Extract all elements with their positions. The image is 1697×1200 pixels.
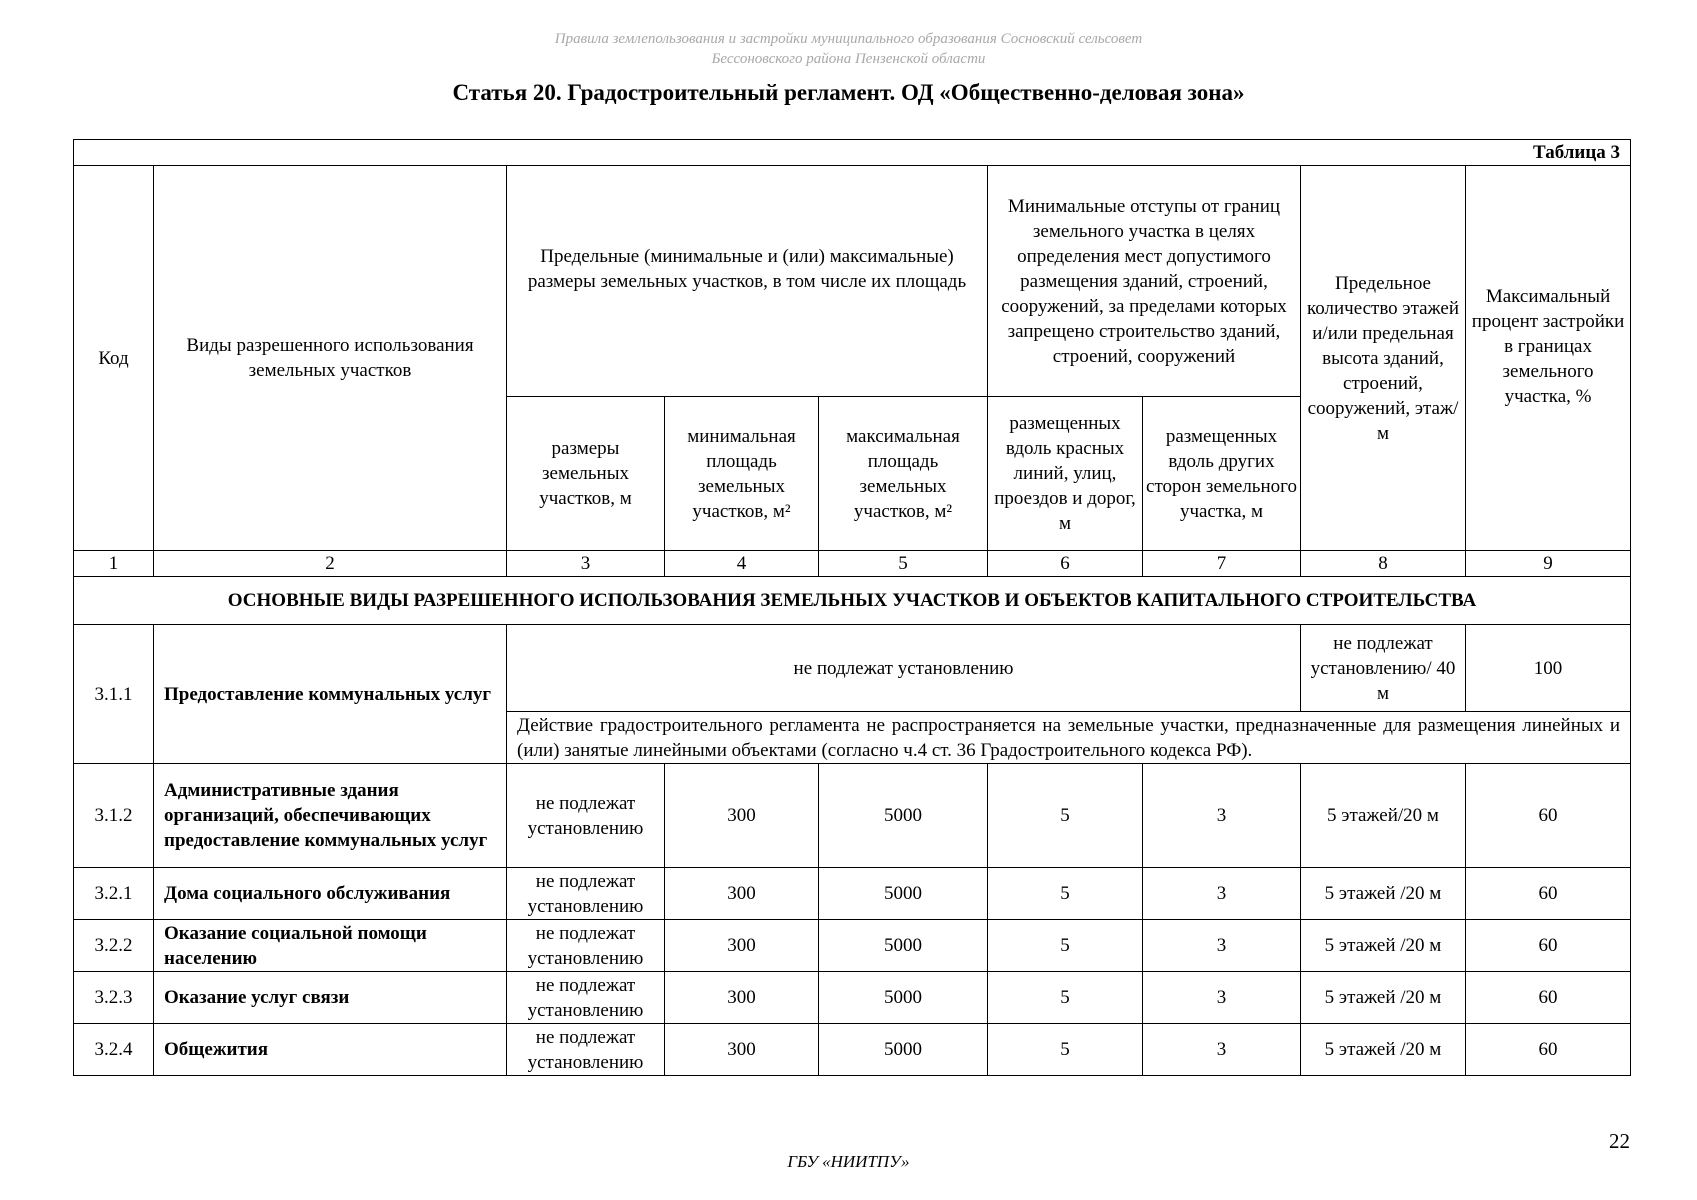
table-row [74,1024,1631,1076]
row-name: Административные здания организаций, обеспечивающих предоставление коммунальных услуг [154,764,507,868]
row-size: не подлежат установлению [507,1024,665,1076]
col-number: 8 [1301,551,1466,577]
header-code: Код [74,166,154,551]
row-code: 3.2.1 [74,868,154,920]
row-min-area: 300 [665,1024,819,1076]
col-number: 7 [1143,551,1301,577]
row-red-lines: 5 [988,868,1143,920]
row-max-area: 5000 [819,1024,988,1076]
row-size: не подлежат установлению [507,868,665,920]
row-red-lines: 5 [988,972,1143,1024]
col-number: 1 [74,551,154,577]
row-note: Действие градостроительного регламента не распространяется на земельные участки, предназначенные для размещения линейных и (или) занятые линейными объектами (согласно ч.4 ст. 36 Градостроительного кодекса РФ). [507,712,1631,764]
row-floors: 5 этажей /20 м [1301,920,1466,972]
page-title: Статья 20. Градостроительный регламент. ОД «Общественно-деловая зона» [452,80,1245,105]
row-other-sides: 3 [1143,1024,1301,1076]
row-size: не подлежат установлению [507,764,665,868]
row-floors: 5 этажей /20 м [1301,1024,1466,1076]
row-floors: 5 этажей/20 м [1301,764,1466,868]
row-max-area: 5000 [819,868,988,920]
row-name: Оказание социальной помощи населению [154,920,507,972]
col-number: 4 [665,551,819,577]
row-other-sides: 3 [1143,868,1301,920]
row-name: Дома социального обслуживания [154,868,507,920]
row-percent: 60 [1466,920,1631,972]
row-limits-merged: не подлежат установлению [507,625,1301,712]
col-number: 6 [988,551,1143,577]
column-numbers-row [74,551,1631,577]
row-max-area: 5000 [819,972,988,1024]
row-red-lines: 5 [988,1024,1143,1076]
footer-organization: ГБУ «НИИТПУ» [787,1152,910,1171]
col-number: 3 [507,551,665,577]
row-other-sides: 3 [1143,920,1301,972]
col-number: 5 [819,551,988,577]
row-percent: 60 [1466,764,1631,868]
header-kind: Виды разрешенного использования земельных участков [154,166,507,551]
col-number: 2 [154,551,507,577]
subheader-min-area: минимальная площадь земельных участков, м² [665,397,819,551]
row-floors: 5 этажей /20 м [1301,972,1466,1024]
header-percent: Максимальный процент застройки в границах земельного участка, % [1466,166,1631,551]
row-min-area: 300 [665,868,819,920]
row-percent: 60 [1466,972,1631,1024]
page-number: 22 [1609,1129,1630,1153]
header-limits: Предельные (минимальные и (или) максимальные) размеры земельных участков, в том числе их площадь [507,166,988,397]
table-row [74,972,1631,1024]
row-code: 3.2.2 [74,920,154,972]
running-header-line2: Бессоновского района Пензенской области [711,51,986,67]
row-size: не подлежат установлению [507,920,665,972]
col-number: 9 [1466,551,1631,577]
table-row [74,868,1631,920]
row-min-area: 300 [665,972,819,1024]
section-title: ОСНОВНЫЕ ВИДЫ РАЗРЕШЕННОГО ИСПОЛЬЗОВАНИЯ ЗЕМЕЛЬНЫХ УЧАСТКОВ И ОБЪЕКТОВ КАПИТАЛЬНОГО СТРОИТЕЛЬСТВА [74,577,1631,625]
row-min-area: 300 [665,920,819,972]
row-percent: 100 [1466,625,1631,712]
row-name: Общежития [154,1024,507,1076]
row-floors: не подлежат установлению/ 40 м [1301,625,1466,712]
table-row [74,920,1631,972]
row-name: Оказание услуг связи [154,972,507,1024]
row-min-area: 300 [665,764,819,868]
row-code: 3.2.4 [74,1024,154,1076]
row-code: 3.1.2 [74,764,154,868]
subheader-red-lines: размещенных вдоль красных линий, улиц, проездов и дорог, м [988,397,1143,551]
running-header-line1: Правила землепользования и застройки муниципального образования Сосновский сельсовет [554,31,1143,47]
row-max-area: 5000 [819,764,988,868]
header-setbacks: Минимальные отступы от границ земельного участка в целях определения мест допустимого размещения зданий, строений, сооружений, за пределами которых запрещено строительство зданий, строений, сооружений [988,166,1301,397]
row-percent: 60 [1466,868,1631,920]
subheader-max-area: максимальная площадь земельных участков, м² [819,397,988,551]
row-percent: 60 [1466,1024,1631,1076]
row-code: 3.2.3 [74,972,154,1024]
running-header [0,29,1697,69]
row-red-lines: 5 [988,764,1143,868]
row-max-area: 5000 [819,920,988,972]
header-floors: Предельное количество этажей и/или предельная высота зданий, строений, сооружений, этаж/м [1301,166,1466,551]
row-floors: 5 этажей /20 м [1301,868,1466,920]
row-size: не подлежат установлению [507,972,665,1024]
row-code: 3.1.1 [74,625,154,764]
table-caption: Таблица 3 [74,140,1631,166]
row-other-sides: 3 [1143,972,1301,1024]
row-other-sides: 3 [1143,764,1301,868]
regulation-table [73,139,1631,1076]
table-row [74,764,1631,868]
row-name: Предоставление коммунальных услуг [154,625,507,764]
subheader-size: размеры земельных участков, м [507,397,665,551]
table-row [74,625,1631,712]
row-red-lines: 5 [988,920,1143,972]
subheader-other-sides: размещенных вдоль других сторон земельного участка, м [1143,397,1301,551]
